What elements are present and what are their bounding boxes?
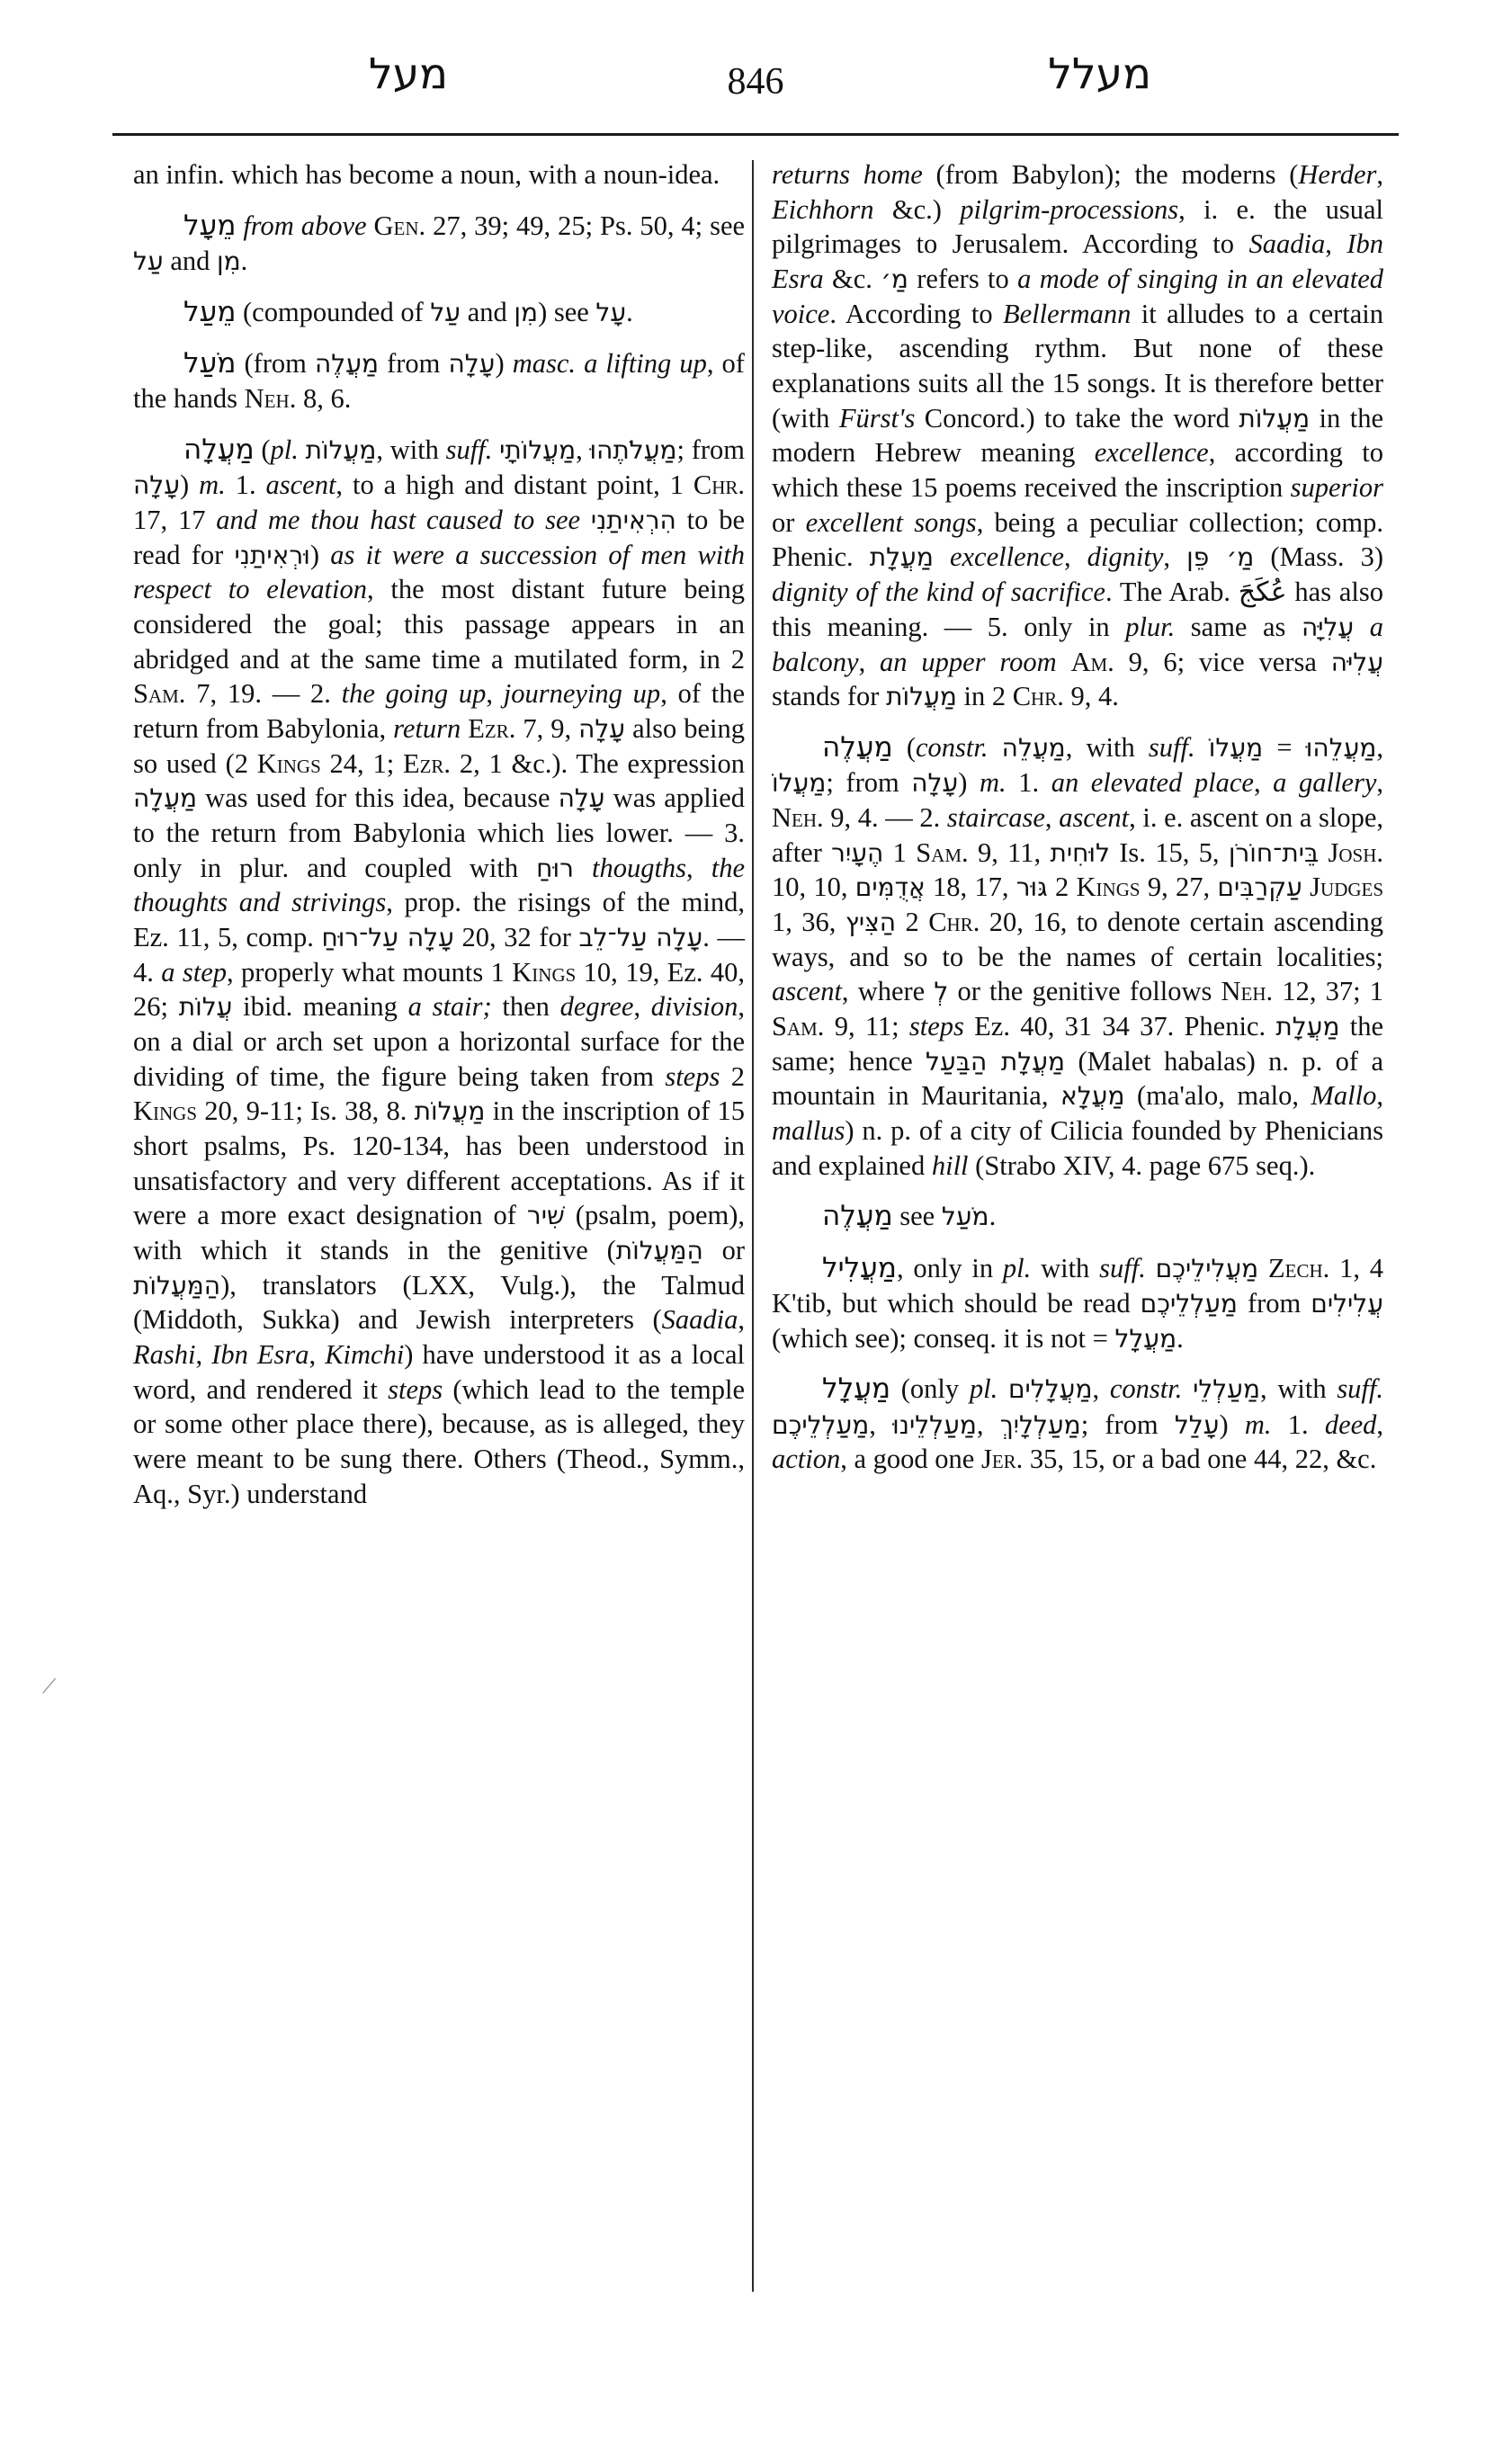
header-rule bbox=[112, 133, 1399, 136]
entry-paragraph: מֹעַל (from מַעֲלֶה from עָלָה) masc. a lifting up, of the hands Neh. 8, 6. bbox=[133, 346, 745, 415]
entry-paragraph: מַעֲלָל (only pl. מַעֲלָלִים, constr. מַעַלְלֵי, with suff. מַעַלְלֵיכֶם, מַעַלְלֵינוּ, מַעַלְלָיִךְ; from עָלַל) m. 1. deed, action, a good one Jer. 35, 15, or a bad one 44, 22, &c. bbox=[772, 1373, 1384, 1475]
column-divider bbox=[752, 160, 754, 2292]
entry-paragraph: מַעֲלֶה (constr. מַעֲלֵה, with suff. מַעֲלוֹ = מַעֲלֵהוּ, מַעֲלוֹ; from עָלָה) m. 1. an elevated place, a gallery, Neh. 9, 4. — 2. staircase, ascent, i. e. ascent on a slope, after הֶעָיִר 1 Sam. 9, 11, לוּחִית Is. 15, 5, בֵּית־חוֹרֹן Josh. 10, 10, אֲדֻמִּים 18, 17, גּוּר 2 Kings 9, 27, עַקְרַבִּים Judges 1, 36, הַצִּיץ 2 Chr. 20, 16, to denote certain ascending ways, and so to be the names of certain localities; ascent, where לְ or the genitive follows Neh. 12, 37; 1 Sam. 9, 11; steps Ez. 40, 31 34 37. Phenic. מַעֲלָת the same; hence מַעֲלָת הַבַּעַל (Malet habalas) n. p. of a mountain in Mauritania, מַעֲלָא (ma'alo, malo, Mallo, mallus) n. p. of a city of Cilicia founded by Phenicians and explained hill (Strabo XIV, 4. page 675 seq.). bbox=[772, 731, 1384, 1181]
entry-paragraph: מֵעַל (compounded of עַל and מִן) see עָל. bbox=[183, 295, 633, 328]
entry-paragraph: an infin. which has become a noun, with a noun-idea. bbox=[133, 159, 720, 190]
header-hebrew-left: מעל bbox=[369, 49, 449, 99]
entry-paragraph: מַעֲלִיל, only in pl. with suff. מַעֲלִילֵיכֶם Zech. 1, 4 K'tib, but which should be read מַעַלְלֵיכֶם from עֲלִילִים (which see); conseq. it is not = מַעֲלָל. bbox=[772, 1251, 1384, 1354]
margin-mark: ⟋ bbox=[42, 1675, 57, 1697]
left-column bbox=[133, 157, 745, 1511]
entry-paragraph: מַעֲלָה (pl. מַעֲלוֹת, with suff. מַעֲלוֹתָי, מַעֲלֹתֶהוּ; from עָלָה) m. 1. ascent, to a high and distant point, 1 Chr. 17, 17 and me thou hast caused to see הִרְאִיתַנִי to be read for וּרְאִיתַנִי) as it were a succession of men with respect to elevation, the most distant future being considered the goal; this passage appears in an abridged and at the same time a mutilated form, in 2 Sam. 7, 19. — 2. the going up, journeying up, of the return from Babylonia, return Ezr. 7, 9, עָלָה also being so used (2 Kings 24, 1; Ezr. 2, 1 &c.). The expression מַעֲלָה was used for this idea, because עָלָה was applied to the return from Babylonia which lies lower. — 3. only in plur. and coupled with רוּחַ thougths, the thoughts and strivings, prop. the risings of the mind, Ez. 11, 5, comp. עָלָה עַל־רוּחַ 20, 32 for עָלָה עַל־לֵב. — 4. a step, properly what mounts 1 Kings 10, 19, Ez. 40, 26; עֲלוֹת ibid. meaning a stair; then degree, division, on a dial or arch set upon a horizontal surface for the dividing of time, the figure being taken from steps 2 Kings 20, 9-11; Is. 38, 8. מַעֲלוֹת in the inscription of 15 short psalms, Ps. 120-134, has been understood in unsatisfactory and very different acceptations. As if it were a more exact designation of שִׁיר (psalm, poem), with which it stands in the genitive (הַמַּעֲלוֹת or הַמַּעֲלוֹת), translators (LXX, Vulg.), the Talmud (Middoth, Sukka) and Jewish interpreters (Saadia, Rashi, Ibn Esra, Kimchi) have understood it as a local word, and rendered it steps (which lead to the temple or some other place there), because, as is alleged, they were meant to be sung there. Others (Theod., Symm., Aq., Syr.) understand bbox=[133, 433, 746, 1509]
page-header bbox=[108, 49, 1403, 130]
entry-paragraph: מַעֲלֶה see מֹעַל. bbox=[822, 1200, 997, 1233]
entry-paragraph: returns home (from Babylon); the moderns (Herder, Eichhorn &c.) pilgrim-processions, i. e. the usual pilgrimages to Jerusalem. According to Saadia, Ibn Esra &c. מַ׳ refers to a mode of singing in an elevated voice. According to Bellermann it alludes to a certain step-like, ascending rythm. But none of these explanations suits all the 15 songs. It is therefore better (with Fürst's Concord.) to take the word מַעֲלוֹת in the modern Hebrew meaning excellence, according to which these 15 poems received the inscription superior or excellent songs, being a peculiar collection; comp. Phenic. מַעֲלָת excellence, dignity, מַ׳ פֵּן (Mass. 3) dignity of the kind of sacrifice. The Arab. عُكَجَ has also this meaning. — 5. only in plur. same as עֲלִיָּה a balcony, an upper room Am. 9, 6; vice versa עֲלִיּה stands for מַעֲלוֹת in 2 Chr. 9, 4. bbox=[772, 159, 1384, 712]
right-column bbox=[772, 157, 1383, 1477]
entry-paragraph: מֵעָל from above Gen. 27, 39; 49, 25; Ps. 50, 4; see עַל and מִן. bbox=[133, 209, 746, 276]
header-hebrew-right: מעלל bbox=[1048, 49, 1151, 99]
page-number: 846 bbox=[727, 61, 784, 103]
